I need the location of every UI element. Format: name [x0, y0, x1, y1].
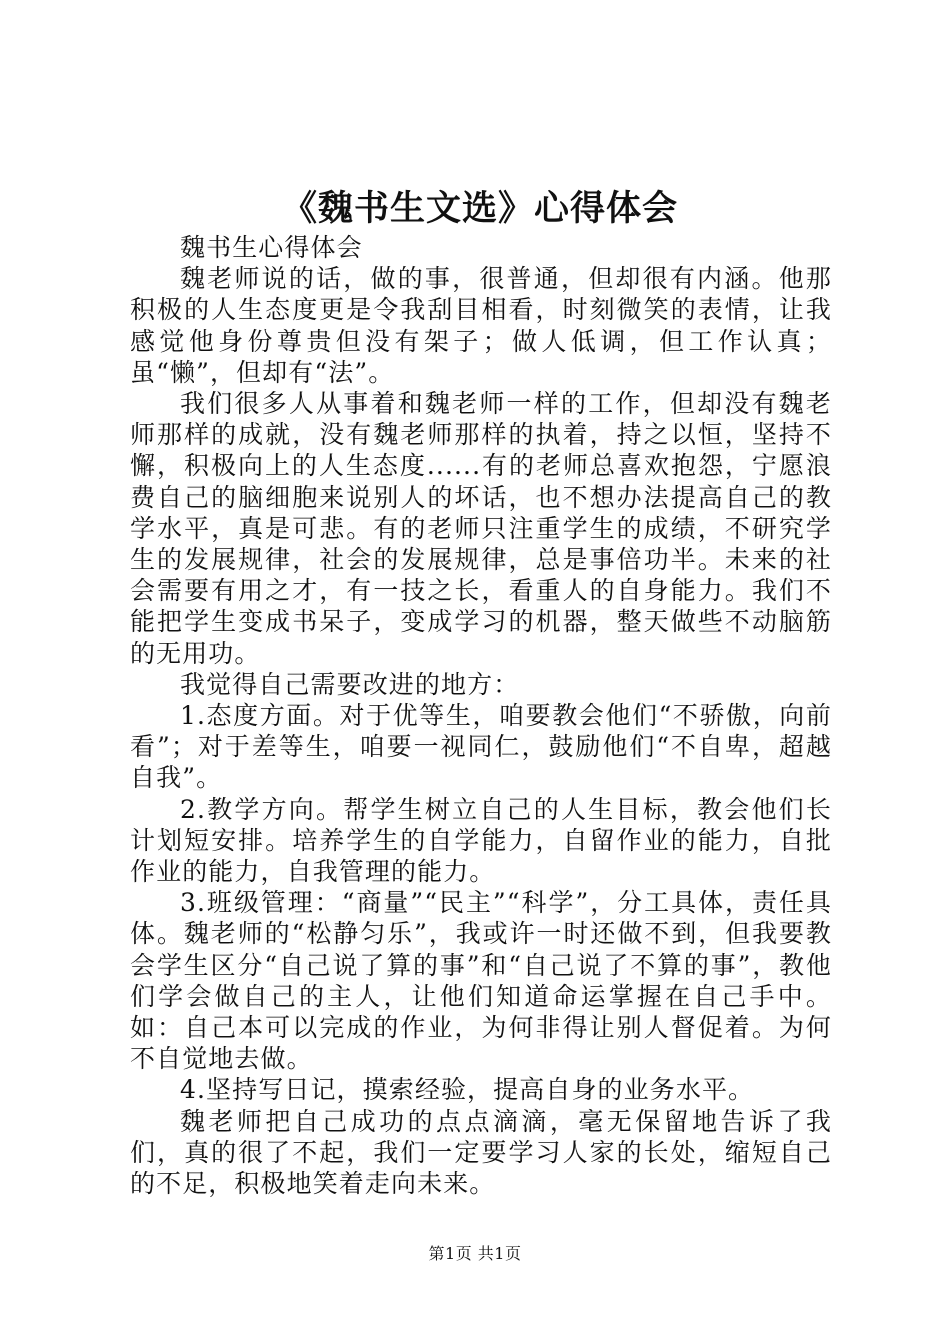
document-body — [130, 232, 832, 1199]
list-item: 2.教学方向。帮学生树立自己的人生目标，教会他们长计划短安排。培养学生的自学能力，自留作业的能力，自批作业的能力，自我管理的能力。 — [130, 794, 832, 887]
paragraph: 我觉得自己需要改进的地方： — [180, 669, 520, 699]
paragraph-subtitle: 魏书生心得体会 — [180, 233, 363, 262]
paragraph: 我们很多人从事着和魏老师一样的工作，但却没有魏老师那样的成就，没有魏老师那样的执着，持之以恒，坚持不懈，积极向上的人生态度......有的老师总喜欢抱怨，宁愿浪费自己的脑细胞来说别人的坏话，也不想办法提高自己的教学水平，真是可悲。有的老师只注重学生的成绩，不研究学生的发展规律，社会的发展规律，总是事倍功半。未来的社会需要有用之才，有一技之长，看重人的自身能力。我们不能把学生变成书呆子，变成学习的机器，整天做些不动脑筋的无用功。 — [130, 389, 832, 668]
paragraph: 魏老师说的话，做的事，很普通，但却很有内涵。他那积极的人生态度更是令我刮目相看，时刻微笑的表情，让我感觉他身份尊贵但没有架子；做人低调，但工作认真；虽“懒”，但却有“法”。 — [130, 264, 832, 387]
list-item: 1.态度方面。对于优等生，咱要教会他们“不骄傲，向前看”；对于差等生，咱要一视同仁，鼓励他们“不自卑，超越自我”。 — [130, 701, 832, 793]
list-item: 4.坚持写日记，摸索经验，提高自身的业务水平。 — [180, 1075, 755, 1105]
page-footer: 第1页 共1页 — [428, 1244, 522, 1263]
document-title: 《魏书生文选》心得体会 — [281, 188, 678, 229]
paragraph: 魏老师把自己成功的点点滴滴，毫无保留地告诉了我们，真的很了不起，我们一定要学习人家的长处，缩短自己的不足，积极地笑着走向未来。 — [130, 1106, 832, 1199]
list-item: 3.班级管理：“商量”“民主”“科学”，分工具体，责任具体。魏老师的“松静匀乐”，我或许一时还做不到，但我要教会学生区分“自己说了算的事”和“自己说了不算的事”，教他们学会做自己的主人，让他们知道命运掌握在自己手中。如：自己本可以完成的作业，为何非得让别人督促着。为何不自觉地去做。 — [130, 888, 832, 1074]
